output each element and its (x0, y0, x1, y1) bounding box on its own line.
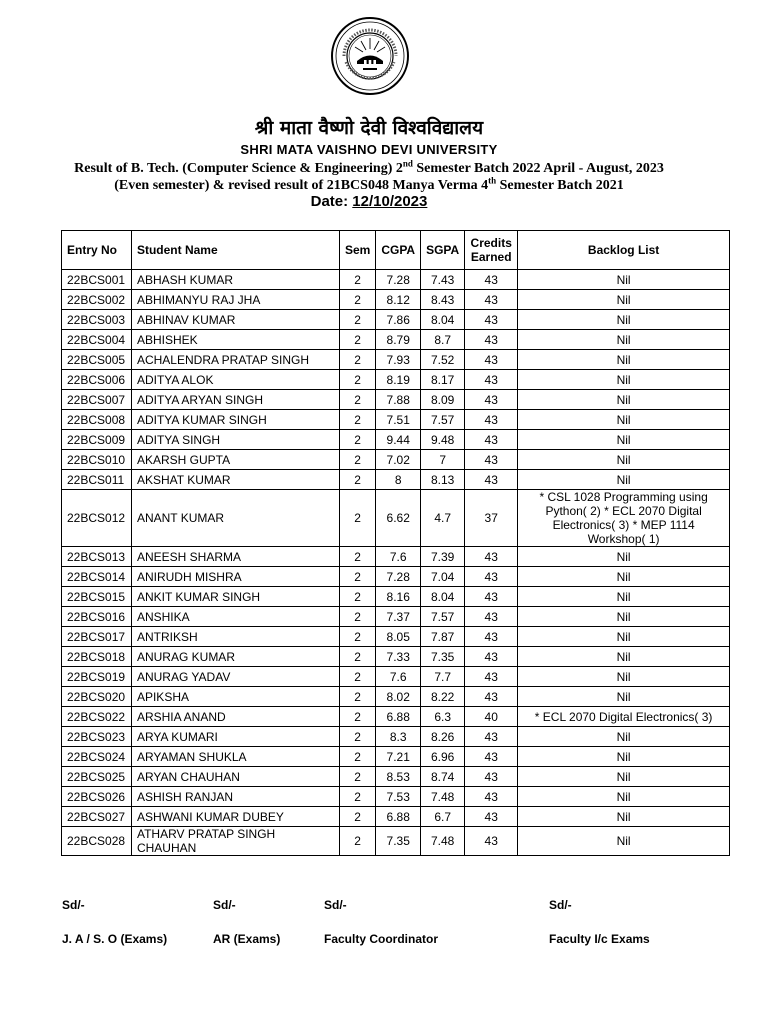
cell-sgpa: 7.39 (421, 547, 465, 567)
cell-cgpa: 7.6 (376, 547, 421, 567)
table-row (62, 490, 730, 547)
cell-cgpa: 8.3 (376, 727, 421, 747)
cell-sgpa: 7.57 (421, 607, 465, 627)
sd-faculty-ic-exams: Sd/- (549, 898, 572, 912)
cell-cgpa: 6.88 (376, 707, 421, 727)
cell-backlog-list: Nil (518, 747, 730, 767)
cell-cgpa: 6.88 (376, 807, 421, 827)
cell-backlog-list: Nil (518, 667, 730, 687)
cell-sgpa: 8.04 (421, 587, 465, 607)
cell-credits-earned: 43 (465, 547, 518, 567)
results-table-body (62, 270, 730, 856)
cell-student-name: ABHIMANYU RAJ JHA (131, 290, 339, 310)
cell-credits-earned: 43 (465, 687, 518, 707)
cell-cgpa: 8.79 (376, 330, 421, 350)
cell-entry-no: 22BCS005 (62, 350, 132, 370)
cell-backlog-list: Nil (518, 290, 730, 310)
table-row (62, 330, 730, 350)
cell-sgpa: 8.17 (421, 370, 465, 390)
cell-sgpa: 6.96 (421, 747, 465, 767)
cell-backlog-list: Nil (518, 627, 730, 647)
cell-credits-earned: 43 (465, 430, 518, 450)
cell-student-name: ANIRUDH MISHRA (131, 567, 339, 587)
cell-credits-earned: 43 (465, 727, 518, 747)
cell-student-name: ANSHIKA (131, 607, 339, 627)
table-row (62, 547, 730, 567)
table-row (62, 350, 730, 370)
cell-sem: 2 (339, 310, 375, 330)
cell-backlog-list: Nil (518, 410, 730, 430)
cell-sem: 2 (339, 547, 375, 567)
cell-sgpa: 7.48 (421, 787, 465, 807)
cell-credits-earned: 43 (465, 827, 518, 856)
cell-sgpa: 7.43 (421, 270, 465, 290)
cell-credits-earned: 43 (465, 290, 518, 310)
table-row (62, 727, 730, 747)
cell-sem: 2 (339, 747, 375, 767)
cell-sgpa: 7 (421, 450, 465, 470)
cell-entry-no: 22BCS008 (62, 410, 132, 430)
col-header-sgpa: SGPA (421, 231, 465, 270)
cell-backlog-list: Nil (518, 390, 730, 410)
cell-cgpa: 7.93 (376, 350, 421, 370)
table-row (62, 627, 730, 647)
cell-sem: 2 (339, 370, 375, 390)
cell-student-name: ADITYA KUMAR SINGH (131, 410, 339, 430)
signatory-ja-so-exams: J. A / S. O (Exams) (62, 932, 168, 946)
cell-entry-no: 22BCS016 (62, 607, 132, 627)
cell-backlog-list: Nil (518, 430, 730, 450)
cell-cgpa: 8 (376, 470, 421, 490)
cell-student-name: ADITYA ARYAN SINGH (131, 390, 339, 410)
cell-sem: 2 (339, 567, 375, 587)
cell-backlog-list: * ECL 2070 Digital Electronics( 3) (518, 707, 730, 727)
table-row (62, 470, 730, 490)
cell-sem: 2 (339, 727, 375, 747)
cell-entry-no: 22BCS006 (62, 370, 132, 390)
cell-entry-no: 22BCS011 (62, 470, 132, 490)
cell-student-name: ARYAN CHAUHAN (131, 767, 339, 787)
cell-sem: 2 (339, 410, 375, 430)
table-row (62, 747, 730, 767)
cell-sem: 2 (339, 587, 375, 607)
cell-sem: 2 (339, 470, 375, 490)
cell-credits-earned: 43 (465, 647, 518, 667)
cell-entry-no: 22BCS013 (62, 547, 132, 567)
table-row (62, 787, 730, 807)
table-row (62, 390, 730, 410)
col-header-entry-no: Entry No (62, 231, 132, 270)
cell-credits-earned: 43 (465, 667, 518, 687)
cell-backlog-list: Nil (518, 547, 730, 567)
cell-cgpa: 8.02 (376, 687, 421, 707)
signatory-ar-exams: AR (Exams) (213, 932, 281, 946)
table-row (62, 707, 730, 727)
cell-sgpa: 8.7 (421, 330, 465, 350)
cell-entry-no: 22BCS001 (62, 270, 132, 290)
cell-student-name: ARYA KUMARI (131, 727, 339, 747)
cell-entry-no: 22BCS019 (62, 667, 132, 687)
table-row (62, 607, 730, 627)
cell-credits-earned: 43 (465, 370, 518, 390)
cell-backlog-list: Nil (518, 607, 730, 627)
cell-credits-earned: 43 (465, 587, 518, 607)
cell-student-name: ANURAG YADAV (131, 667, 339, 687)
col-header-credits-earned: Credits Earned (465, 231, 518, 270)
cell-sem: 2 (339, 490, 375, 547)
cell-student-name: ADITYA ALOK (131, 370, 339, 390)
cell-student-name: ABHASH KUMAR (131, 270, 339, 290)
cell-cgpa: 7.86 (376, 310, 421, 330)
cell-credits-earned: 43 (465, 350, 518, 370)
cell-entry-no: 22BCS018 (62, 647, 132, 667)
cell-backlog-list: Nil (518, 647, 730, 667)
cell-entry-no: 22BCS027 (62, 807, 132, 827)
cell-backlog-list: Nil (518, 587, 730, 607)
cell-entry-no: 22BCS007 (62, 390, 132, 410)
cell-sem: 2 (339, 607, 375, 627)
cell-credits-earned: 37 (465, 490, 518, 547)
cell-sgpa: 8.13 (421, 470, 465, 490)
cell-sem: 2 (339, 687, 375, 707)
table-row (62, 290, 730, 310)
cell-cgpa: 8.19 (376, 370, 421, 390)
cell-credits-earned: 43 (465, 767, 518, 787)
cell-cgpa: 8.53 (376, 767, 421, 787)
cell-credits-earned: 43 (465, 807, 518, 827)
cell-sem: 2 (339, 330, 375, 350)
cell-credits-earned: 43 (465, 310, 518, 330)
cell-cgpa: 7.33 (376, 647, 421, 667)
cell-student-name: ANTRIKSH (131, 627, 339, 647)
cell-backlog-list: Nil (518, 310, 730, 330)
cell-cgpa: 7.28 (376, 270, 421, 290)
cell-backlog-list: Nil (518, 470, 730, 490)
cell-sem: 2 (339, 807, 375, 827)
cell-credits-earned: 43 (465, 470, 518, 490)
cell-backlog-list: Nil (518, 567, 730, 587)
cell-sem: 2 (339, 667, 375, 687)
cell-entry-no: 22BCS010 (62, 450, 132, 470)
cell-cgpa: 7.88 (376, 390, 421, 410)
cell-sgpa: 7.87 (421, 627, 465, 647)
cell-entry-no: 22BCS009 (62, 430, 132, 450)
table-row (62, 410, 730, 430)
table-row (62, 430, 730, 450)
col-header-student-name: Student Name (131, 231, 339, 270)
cell-backlog-list: Nil (518, 767, 730, 787)
cell-student-name: ASHISH RANJAN (131, 787, 339, 807)
cell-sgpa: 4.7 (421, 490, 465, 547)
cell-sgpa: 7.04 (421, 567, 465, 587)
cell-sgpa: 7.35 (421, 647, 465, 667)
cell-sgpa: 7.57 (421, 410, 465, 430)
cell-sem: 2 (339, 450, 375, 470)
cell-sgpa: 8.04 (421, 310, 465, 330)
cell-student-name: ANEESH SHARMA (131, 547, 339, 567)
cell-sem: 2 (339, 270, 375, 290)
table-row (62, 767, 730, 787)
cell-student-name: ABHISHEK (131, 330, 339, 350)
cell-cgpa: 7.6 (376, 667, 421, 687)
results-table (61, 230, 730, 856)
cell-entry-no: 22BCS014 (62, 567, 132, 587)
cell-backlog-list: Nil (518, 687, 730, 707)
cell-sem: 2 (339, 647, 375, 667)
cell-student-name: ACHALENDRA PRATAP SINGH (131, 350, 339, 370)
sd-ja-so: Sd/- (62, 898, 85, 912)
cell-entry-no: 22BCS024 (62, 747, 132, 767)
table-row (62, 687, 730, 707)
cell-cgpa: 7.51 (376, 410, 421, 430)
cell-credits-earned: 43 (465, 747, 518, 767)
cell-backlog-list: Nil (518, 270, 730, 290)
cell-cgpa: 6.62 (376, 490, 421, 547)
signatory-faculty-ic-exams: Faculty I/c Exams (549, 932, 650, 946)
signatory-faculty-coordinator: Faculty Coordinator (324, 932, 439, 946)
cell-entry-no: 22BCS028 (62, 827, 132, 856)
cell-backlog-list: * CSL 1028 Programming using Python( 2) * ECL 2070 Digital Electronics( 3) * MEP 1114 Workshop( 1) (518, 490, 730, 547)
cell-credits-earned: 43 (465, 627, 518, 647)
cell-backlog-list: Nil (518, 787, 730, 807)
cell-sgpa: 8.22 (421, 687, 465, 707)
table-row (62, 667, 730, 687)
cell-student-name: APIKSHA (131, 687, 339, 707)
cell-credits-earned: 43 (465, 787, 518, 807)
cell-cgpa: 7.21 (376, 747, 421, 767)
cell-backlog-list: Nil (518, 330, 730, 350)
table-row (62, 827, 730, 856)
cell-student-name: ADITYA SINGH (131, 430, 339, 450)
cell-entry-no: 22BCS017 (62, 627, 132, 647)
cell-cgpa: 8.05 (376, 627, 421, 647)
cell-cgpa: 8.12 (376, 290, 421, 310)
cell-entry-no: 22BCS026 (62, 787, 132, 807)
table-header-row (62, 231, 730, 270)
table-row (62, 370, 730, 390)
cell-entry-no: 22BCS003 (62, 310, 132, 330)
cell-credits-earned: 43 (465, 390, 518, 410)
university-seal-logo (330, 16, 410, 96)
cell-sgpa: 8.43 (421, 290, 465, 310)
cell-backlog-list: Nil (518, 807, 730, 827)
university-name: SHRI MATA VAISHNO DEVI UNIVERSITY (240, 142, 498, 157)
result-title-line-2: (Even semester) & revised result of 21BCS048 Manya Verma 4th Semester Batch 2021 (114, 175, 624, 193)
cell-sgpa: 8.09 (421, 390, 465, 410)
cell-sem: 2 (339, 827, 375, 856)
cell-sem: 2 (339, 787, 375, 807)
col-header-sem: Sem (339, 231, 375, 270)
cell-student-name: ARSHIA ANAND (131, 707, 339, 727)
cell-entry-no: 22BCS025 (62, 767, 132, 787)
cell-student-name: AKSHAT KUMAR (131, 470, 339, 490)
cell-entry-no: 22BCS022 (62, 707, 132, 727)
cell-sem: 2 (339, 390, 375, 410)
cell-credits-earned: 40 (465, 707, 518, 727)
sd-ar: Sd/- (213, 898, 236, 912)
university-name-hindi: श्री माता वैष्णो देवी विश्वविद्यालय (254, 117, 484, 139)
cell-sem: 2 (339, 767, 375, 787)
cell-cgpa: 7.35 (376, 827, 421, 856)
cell-sgpa: 6.3 (421, 707, 465, 727)
cell-entry-no: 22BCS020 (62, 687, 132, 707)
cell-backlog-list: Nil (518, 350, 730, 370)
cell-entry-no: 22BCS002 (62, 290, 132, 310)
cell-student-name: ABHINAV KUMAR (131, 310, 339, 330)
cell-credits-earned: 43 (465, 270, 518, 290)
cell-student-name: ANURAG KUMAR (131, 647, 339, 667)
cell-sgpa: 7.48 (421, 827, 465, 856)
cell-cgpa: 7.37 (376, 607, 421, 627)
cell-sgpa: 8.74 (421, 767, 465, 787)
cell-cgpa: 9.44 (376, 430, 421, 450)
cell-cgpa: 7.53 (376, 787, 421, 807)
cell-backlog-list: Nil (518, 450, 730, 470)
result-date: Date: 12/10/2023 (310, 193, 428, 210)
cell-sem: 2 (339, 430, 375, 450)
cell-cgpa: 7.02 (376, 450, 421, 470)
cell-student-name: ANANT KUMAR (131, 490, 339, 547)
col-header-backlog-list: Backlog List (518, 231, 730, 270)
cell-cgpa: 7.28 (376, 567, 421, 587)
cell-credits-earned: 43 (465, 567, 518, 587)
cell-entry-no: 22BCS004 (62, 330, 132, 350)
cell-entry-no: 22BCS023 (62, 727, 132, 747)
result-title-line-1: Result of B. Tech. (Computer Science & Engineering) 2nd Semester Batch 2022 April - August, 2023 (74, 158, 664, 176)
table-row (62, 807, 730, 827)
cell-sgpa: 8.26 (421, 727, 465, 747)
cell-sgpa: 6.7 (421, 807, 465, 827)
table-row (62, 310, 730, 330)
cell-sem: 2 (339, 290, 375, 310)
table-row (62, 567, 730, 587)
cell-sgpa: 7.52 (421, 350, 465, 370)
cell-student-name: ANKIT KUMAR SINGH (131, 587, 339, 607)
cell-credits-earned: 43 (465, 607, 518, 627)
cell-credits-earned: 43 (465, 450, 518, 470)
cell-sgpa: 9.48 (421, 430, 465, 450)
cell-sem: 2 (339, 627, 375, 647)
cell-cgpa: 8.16 (376, 587, 421, 607)
table-row (62, 270, 730, 290)
cell-sgpa: 7.7 (421, 667, 465, 687)
cell-student-name: ASHWANI KUMAR DUBEY (131, 807, 339, 827)
col-header-cgpa: CGPA (376, 231, 421, 270)
table-row (62, 587, 730, 607)
cell-backlog-list: Nil (518, 370, 730, 390)
cell-student-name: ARYAMAN SHUKLA (131, 747, 339, 767)
cell-entry-no: 22BCS015 (62, 587, 132, 607)
cell-backlog-list: Nil (518, 727, 730, 747)
cell-student-name: ATHARV PRATAP SINGH CHAUHAN (131, 827, 339, 856)
cell-student-name: AKARSH GUPTA (131, 450, 339, 470)
cell-sem: 2 (339, 707, 375, 727)
table-row (62, 450, 730, 470)
cell-credits-earned: 43 (465, 410, 518, 430)
cell-sem: 2 (339, 350, 375, 370)
cell-credits-earned: 43 (465, 330, 518, 350)
cell-backlog-list: Nil (518, 827, 730, 856)
sd-faculty-coordinator: Sd/- (324, 898, 347, 912)
cell-entry-no: 22BCS012 (62, 490, 132, 547)
table-row (62, 647, 730, 667)
